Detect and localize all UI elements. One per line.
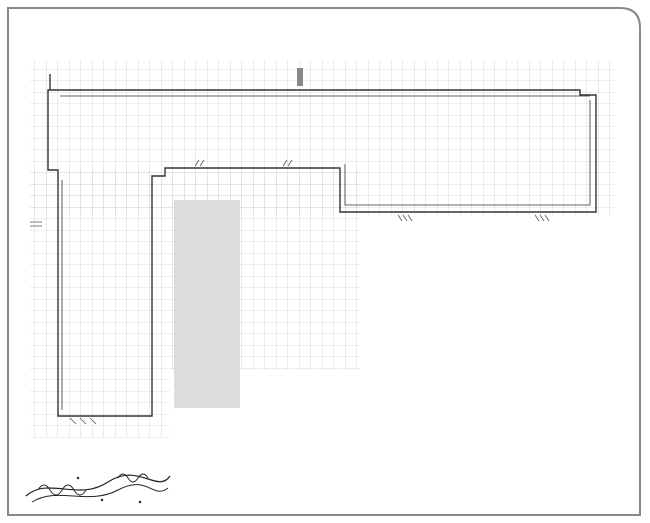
grid-left bbox=[30, 170, 170, 438]
organization-logo bbox=[18, 466, 176, 508]
electric-panel-marker bbox=[297, 68, 303, 86]
conference-hall bbox=[174, 200, 240, 408]
